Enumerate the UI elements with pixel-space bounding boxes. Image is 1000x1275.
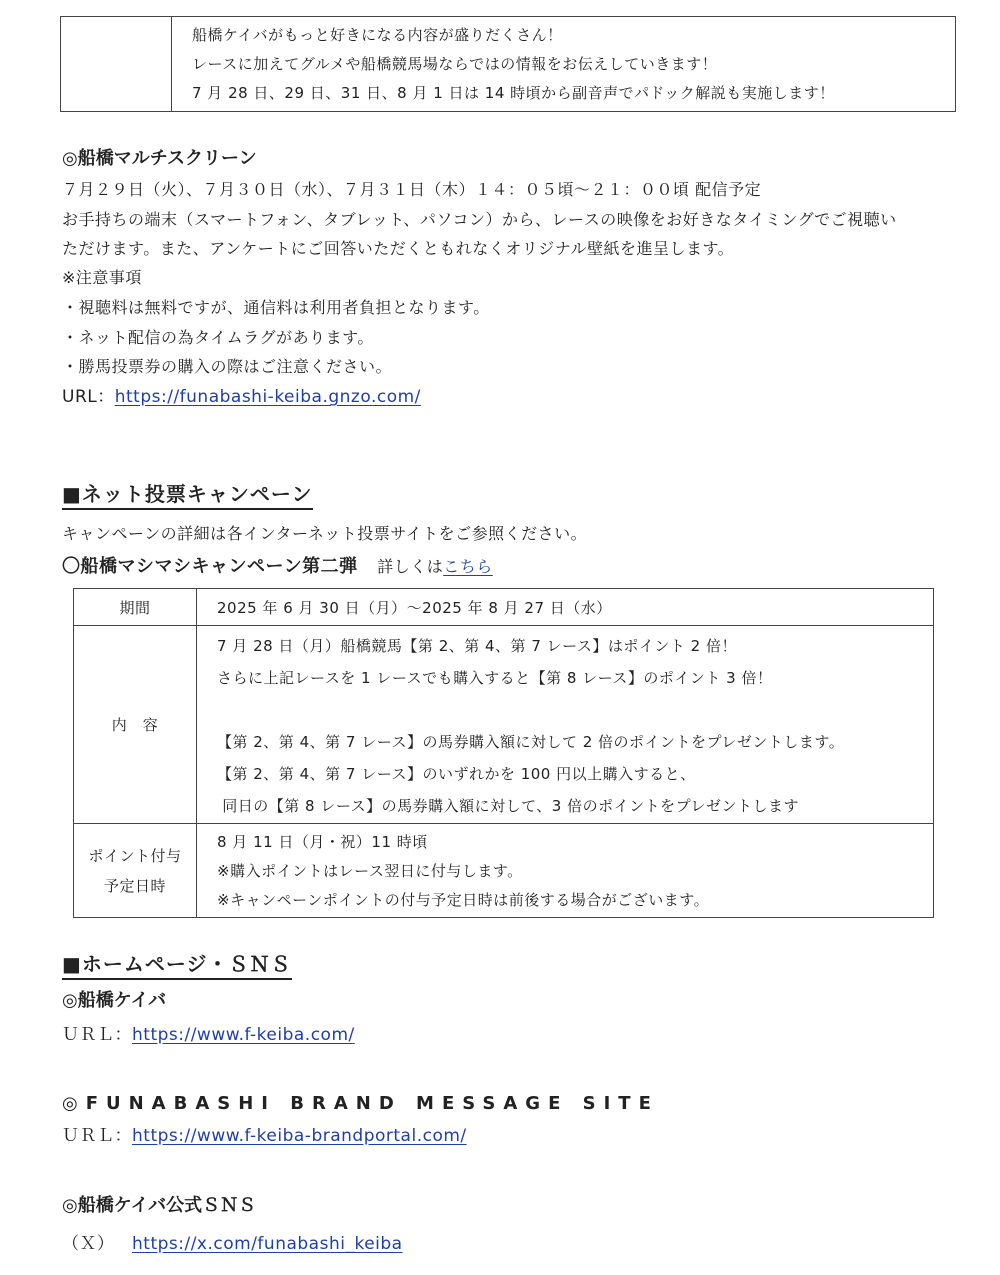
multiscreen-description: お手持ちの端末（スマートフォン、タブレット、パソコン）から、レースの映像をお好きなタイミングでご視聴い — [62, 210, 897, 229]
multiscreen-heading: ◎船橋マルチスクリーン — [62, 148, 257, 169]
top-table-content-cell — [172, 17, 956, 112]
content-spacer — [217, 694, 932, 726]
content-value — [197, 626, 934, 824]
content-label: 内 容 — [74, 626, 197, 824]
points-line: ※購入ポイントはレース翌日に付与します。 — [217, 862, 523, 880]
content-line: 【第 2、第 4、第 7 レース】のいずれかを 100 円以上購入すると、 — [217, 765, 696, 783]
x-label: （Ｘ） — [62, 1234, 115, 1254]
top-table-label-cell — [61, 17, 172, 112]
content-line: 7 月 28 日（月）船橋競馬【第 2、第 4、第 7 レース】はポイント 2 倍！ — [217, 637, 737, 655]
points-line: ※キャンペーンポイントの付与予定日時は前後する場合がございます。 — [217, 891, 710, 909]
details-link[interactable]: こちら — [443, 557, 493, 576]
keiba-url-line — [62, 1025, 355, 1045]
url-label: URL： — [62, 387, 115, 407]
period-value: 2025 年 6 月 30 日（月）～2025 年 8 月 27 日（水） — [197, 589, 934, 626]
multiscreen-url-line — [62, 387, 421, 407]
points-label-line: ポイント付与 — [88, 846, 182, 865]
top-table-line: レースに加えてグルメや船橋競馬場ならではの情報をお伝えしていきます！ — [192, 55, 718, 73]
details-prefix: 詳しくは — [377, 557, 444, 576]
period-label: 期間 — [74, 589, 197, 626]
campaign-title-line — [62, 557, 493, 577]
content-line: 【第 2、第 4、第 7 レース】の馬券購入額に対して 2 倍のポイントをプレゼントします。 — [217, 733, 845, 751]
multiscreen-url-link[interactable]: https://funabashi-keiba.gnzo.com/ — [114, 387, 421, 407]
content-line: 同日の【第 8 レース】の馬券購入額に対して、3 倍のポイントをプレゼントします — [217, 797, 800, 815]
campaign-title: 〇船橋マシマシキャンペーン第二弾 — [62, 556, 358, 577]
multiscreen-description-2: ただけます。また、アンケートにご回答いただくともれなくオリジナル壁紙を進呈します。 — [62, 239, 735, 258]
brand-url-link[interactable]: https://www.f-keiba-brandportal.com/ — [132, 1126, 467, 1146]
url-label: ＵＲＬ： — [62, 1025, 132, 1045]
net-campaign-intro: キャンペーンの詳細は各インターネット投票サイトをご参照ください。 — [62, 524, 588, 543]
points-line: 8 月 11 日（月・祝）11 時頃 — [217, 833, 428, 851]
notes-title: ※注意事項 — [62, 268, 142, 287]
note-item: ・視聴料は無料ですが、通信料は利用者負担となります。 — [62, 298, 490, 317]
content-line: さらに上記レースを 1 レースでも購入すると【第 8 レース】のポイント 3 倍！ — [217, 669, 773, 687]
campaign-table — [73, 588, 934, 918]
x-url-line — [62, 1234, 403, 1254]
note-item: ・勝馬投票券の購入の際はご注意ください。 — [62, 357, 393, 376]
top-table-line: 7 月 28 日、29 日、31 日、8 月 1 日は 14 時頃から副音声でパドック解説も実施します！ — [192, 84, 835, 102]
multiscreen-schedule: ７月２９日（火）、７月３０日（水）、７月３１日（木）１４：０５頃～２１：００頃 配信予定 — [62, 180, 762, 199]
keiba-url-link[interactable]: https://www.f-keiba.com/ — [132, 1025, 355, 1045]
points-label-line: 予定日時 — [103, 876, 166, 895]
x-url-link[interactable]: https://x.com/funabashi_keiba — [132, 1234, 403, 1254]
points-value — [197, 824, 934, 918]
table-row — [74, 824, 934, 918]
net-campaign-section-title: ■ネット投票キャンペーン — [62, 482, 313, 510]
brand-heading: ◎FUNABASHI BRAND MESSAGE SITE — [62, 1093, 659, 1114]
keiba-heading: ◎船橋ケイバ — [62, 990, 167, 1011]
homepage-section-title: ■ホームページ・ＳＮＳ — [62, 952, 292, 980]
sns-heading: ◎船橋ケイバ公式ＳＮＳ — [62, 1195, 257, 1216]
table-row — [74, 589, 934, 626]
points-label — [74, 824, 197, 918]
top-info-table — [60, 16, 956, 112]
url-label: ＵＲＬ： — [62, 1126, 132, 1146]
top-table-line: 船橋ケイバがもっと好きになる内容が盛りだくさん！ — [192, 26, 563, 44]
brand-url-line — [62, 1126, 467, 1146]
table-row — [74, 626, 934, 824]
note-item: ・ネット配信の為タイムラグがあります。 — [62, 328, 374, 347]
